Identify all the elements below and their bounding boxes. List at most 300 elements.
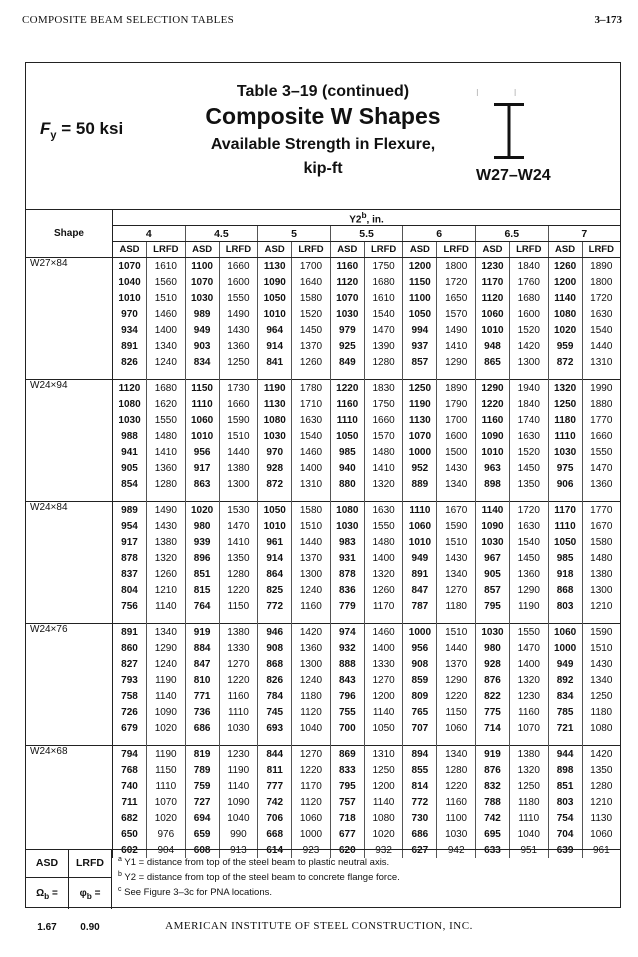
asd-value: 917 [185,460,219,476]
lrfd-value: 1190 [219,762,258,778]
lrfd-value: 1380 [219,460,258,476]
asd-value: 1190 [258,380,292,397]
asd-value: 814 [403,778,437,794]
asd-value: 639 [548,842,582,858]
asd-value: 1070 [403,428,437,444]
y2-value: 5 [258,226,331,242]
lrfd-value: 1170 [292,778,331,794]
lrfd-value: 1340 [437,476,476,492]
asd-value: 891 [113,624,147,641]
asd-value: 1000 [403,624,437,641]
shape-series: W27–W24 [476,167,551,184]
lrfd-value: 1380 [510,746,549,763]
shape-cell [26,306,113,322]
asd-value: 1160 [475,412,509,428]
asd-value: 785 [548,704,582,720]
asd-header: ASD [330,242,364,258]
asd-value: 1050 [258,290,292,306]
asd-value: 742 [258,794,292,810]
lrfd-value: 1660 [219,258,258,275]
table-row [26,354,620,370]
lrfd-value: 1490 [437,322,476,338]
asd-value: 855 [403,762,437,778]
lrfd-value: 1770 [590,414,613,426]
lrfd-value: 1670 [590,520,613,532]
lrfd-value: 1250 [510,778,549,794]
lrfd-value: 1220 [219,672,258,688]
asd-value: 777 [258,778,292,794]
lrfd-value: 1100 [437,810,476,826]
asd-value: 914 [258,338,292,354]
lrfd-value: 1060 [437,720,476,736]
asd-value: 939 [185,534,219,550]
lrfd-value: 1300 [292,656,331,672]
asd-value: 860 [113,640,147,656]
lrfd-value: 1830 [364,380,403,397]
asd-value: 1040 [113,274,147,290]
asd-value: 620 [330,842,364,858]
asd-value: 833 [330,762,364,778]
lrfd-value: 1030 [437,826,476,842]
asd-value: 970 [258,444,292,460]
asd-value: 1100 [185,258,219,275]
footnote-b: $^b$ Y2 = distance from top of the steel beam to concrete flange force. [118,871,400,884]
asd-value: 668 [258,826,292,842]
lrfd-value: 1610 [364,290,403,306]
shape-cell [26,762,113,778]
asd-value: 755 [330,704,364,720]
lrfd-value: 990 [219,826,258,842]
asd-value: 841 [258,354,292,370]
asd-value: 608 [185,842,219,858]
asd-value: 985 [330,444,364,460]
shape-cell [26,582,113,598]
shape-cell [26,354,113,370]
lrfd-value: 1450 [292,322,331,338]
asd-value: 1140 [548,290,582,306]
lrfd-value: 1400 [147,322,186,338]
table-row [26,444,620,460]
lrfd-value: 1240 [147,656,186,672]
asd-value: 880 [330,476,364,492]
lrfd-value: 1840 [510,258,549,275]
table-row [26,656,620,672]
asd-value: 872 [258,476,292,492]
lrfd-value: 1320 [510,672,549,688]
lrfd-value: 1480 [364,534,403,550]
table-row [26,380,620,397]
lrfd-value: 1210 [590,796,613,808]
table-row [26,566,620,582]
strength-table [26,209,620,858]
table-row [26,810,620,826]
asd-value: 1000 [403,444,437,460]
asd-value: 679 [113,720,147,736]
asd-value: 908 [403,656,437,672]
lrfd-value: 1430 [437,460,476,476]
asd-value: 1130 [258,396,292,412]
asd-value: 754 [548,810,582,826]
asd-value: 1050 [548,534,582,550]
lrfd-value: 1400 [364,550,403,566]
lrfd-value: 1260 [147,566,186,582]
shape-cell [26,598,113,614]
lrfd-value: 1310 [590,356,613,368]
group-spacer [26,370,620,380]
omega-factor: $\Omega_b = 1.67$ [26,878,69,909]
shape-cell [26,656,113,672]
table-row [26,502,620,519]
lrfd-value: 1400 [510,656,549,672]
lrfd-value: 1160 [219,688,258,704]
asd-value: 789 [185,762,219,778]
lrfd-value: 1550 [219,290,258,306]
asd-value: 932 [330,640,364,656]
asd-value: 1030 [475,624,509,641]
y2-value: 4.5 [185,226,258,242]
lrfd-value: 1070 [510,720,549,736]
lrfd-value: 1210 [147,582,186,598]
asd-value: 949 [403,550,437,566]
lrfd-value: 1150 [219,598,258,614]
asd-value: 1000 [548,640,582,656]
table-row [26,640,620,656]
shape-cell [26,322,113,338]
asd-value: 765 [403,704,437,720]
asd-value: 959 [548,338,582,354]
lrfd-value: 1190 [510,598,549,614]
asd-value: 859 [403,672,437,688]
asd-value: 919 [185,624,219,641]
asd-value: 1260 [548,258,582,275]
asd-value: 1020 [548,322,582,338]
asd-value: 892 [548,672,582,688]
asd-value: 1230 [475,258,509,275]
asd-value: 1100 [403,290,437,306]
asd-value: 788 [475,794,509,810]
lrfd-value: 1230 [219,746,258,763]
asd-value: 834 [185,354,219,370]
lrfd-value: 976 [147,826,186,842]
lrfd-value: 1110 [147,778,186,794]
asd-value: 768 [113,762,147,778]
lrfd-value: 1800 [590,276,613,288]
lrfd-value: 1890 [437,380,476,397]
lrfd-header: LRFD [582,242,620,258]
asd-value: 787 [403,598,437,614]
lrfd-value: 1310 [364,746,403,763]
lrfd-value: 1410 [147,444,186,460]
lrfd-value: 1240 [292,672,331,688]
y2-value: 4 [113,226,186,242]
asd-value: 898 [475,476,509,492]
i-beam-icon [492,101,526,161]
asd-value: 627 [403,842,437,858]
lrfd-value: 1990 [582,380,620,397]
shape-cell [26,810,113,826]
asd-value: 721 [548,720,582,736]
asd-value: 952 [403,460,437,476]
asd-value: 1010 [113,290,147,306]
asd-value: 940 [330,460,364,476]
asd-value: 1030 [548,444,582,460]
lrfd-value: 1680 [364,274,403,290]
asd-value: 1060 [475,306,509,322]
lrfd-value: 1590 [437,518,476,534]
asd-value: 948 [475,338,509,354]
lrfd-value: 904 [147,842,186,858]
asd-value: 919 [475,746,509,763]
table-body [26,258,620,859]
table-row [26,746,620,763]
lrfd-value: 1500 [437,444,476,460]
table-row [26,826,620,842]
lrfd-value: 932 [364,842,403,858]
asd-value: 961 [258,534,292,550]
lrfd-value: 1530 [219,502,258,519]
asd-value: 891 [113,338,147,354]
asd-value: 949 [185,322,219,338]
lrfd-value: 1630 [364,502,403,519]
asd-value: 865 [475,354,509,370]
asd-value: 888 [330,656,364,672]
lrfd-value: 1550 [364,518,403,534]
lrfd-value: 1190 [147,672,186,688]
asd-value: 711 [113,794,147,810]
asd-value: 905 [113,460,147,476]
table-row [26,582,620,598]
lrfd-value: 1480 [590,552,613,564]
asd-value: 1170 [548,502,582,519]
asd-value: 1070 [113,258,147,275]
table-row [26,460,620,476]
asd-value: 869 [330,746,364,763]
asd-value: 864 [258,566,292,582]
asd-value: 1290 [475,380,509,397]
asd-value: 925 [330,338,364,354]
asd-value: 1050 [403,306,437,322]
lrfd-value: 1480 [364,444,403,460]
table-number: Table 3–19 (continued) [236,83,410,100]
asd-value: 704 [548,826,582,842]
asd-value: 602 [113,842,147,858]
asd-value: 1160 [330,258,364,275]
asd-value: 884 [185,640,219,656]
asd-value: 727 [185,794,219,810]
lrfd-value: 1090 [219,794,258,810]
table-title: Composite W Shapes [205,103,441,129]
lrfd-header: LRFD [219,242,258,258]
lrfd-value: 1650 [437,290,476,306]
asd-header: ASD [548,242,582,258]
lrfd-value: 1300 [590,584,613,596]
lrfd-value: 1170 [364,598,403,614]
lrfd-value: 1630 [510,428,549,444]
asd-value: 772 [258,598,292,614]
asd-lrfd-row [26,242,620,258]
asd-value: 980 [185,518,219,534]
asd-value: 793 [113,672,147,688]
asd-value: 795 [475,598,509,614]
asd-value: 1060 [185,412,219,428]
asd-value: 650 [113,826,147,842]
asd-value: 954 [113,518,147,534]
asd-value: 872 [548,354,582,370]
table-row [26,476,620,492]
asd-value: 1110 [548,518,582,534]
asd-value: 946 [258,624,292,641]
lrfd-value: 1420 [582,746,620,763]
asd-value: 970 [113,306,147,322]
footnote-c: $^c$ See Figure 3–3c for PNA locations. [118,886,272,899]
lrfd-value: 1550 [147,412,186,428]
asd-value: 1030 [330,306,364,322]
shape-cell [26,704,113,720]
lrfd-value: 1070 [147,794,186,810]
lrfd-value: 1620 [147,396,186,412]
asd-value: 963 [475,460,509,476]
lrfd-value: 1020 [364,826,403,842]
lrfd-value: 951 [510,842,549,858]
table-row [26,306,620,322]
lrfd-value: 1250 [219,354,258,370]
lrfd-value: 1270 [437,582,476,598]
asd-value: 827 [113,656,147,672]
lrfd-value: 1580 [590,536,613,548]
lrfd-value: 1680 [147,380,186,397]
asd-value: 759 [185,778,219,794]
asd-value: 810 [185,672,219,688]
footer-lrfd-label: LRFD [69,850,112,878]
lrfd-header: LRFD [510,242,549,258]
lrfd-value: 1660 [364,412,403,428]
lrfd-value: 1470 [219,518,258,534]
asd-value: 1120 [330,274,364,290]
asd-value: 686 [403,826,437,842]
lrfd-value: 1250 [590,690,613,702]
lrfd-value: 1510 [590,642,613,654]
lrfd-value: 1490 [219,306,258,322]
lrfd-value: 1630 [590,308,613,320]
lrfd-value: 1220 [437,778,476,794]
shape-cell [26,476,113,492]
lrfd-value: 1290 [510,582,549,598]
asd-value: 1070 [185,274,219,290]
lrfd-value: 1160 [510,704,549,720]
lrfd-value: 1490 [147,502,186,519]
asd-value: 878 [113,550,147,566]
asd-value: 979 [330,322,364,338]
asd-value: 836 [330,582,364,598]
asd-value: 659 [185,826,219,842]
lrfd-value: 1320 [147,550,186,566]
lrfd-value: 1540 [292,428,331,444]
lrfd-value: 1600 [219,274,258,290]
table-row [26,598,620,614]
asd-value: 832 [475,778,509,794]
lrfd-value: 1430 [147,518,186,534]
asd-value: 857 [475,582,509,598]
lrfd-value: 1120 [292,794,331,810]
table-row [26,518,620,534]
asd-value: 896 [185,550,219,566]
asd-value: 726 [113,704,147,720]
lrfd-value: 1340 [590,674,613,686]
lrfd-value: 1430 [437,550,476,566]
lrfd-value: 1360 [590,478,613,490]
lrfd-value: 1880 [590,398,613,410]
asd-value: 1080 [548,306,582,322]
lrfd-value: 1890 [590,260,613,272]
y2-value: 6 [403,226,476,242]
asd-value: 718 [330,810,364,826]
lrfd-value: 961 [592,844,610,856]
lrfd-value: 1660 [590,430,613,442]
asd-value: 1070 [330,290,364,306]
lrfd-value: 1400 [364,640,403,656]
lrfd-header: LRFD [147,242,186,258]
asd-value: 906 [548,476,582,492]
y2-header-row [26,210,620,226]
asd-value: 772 [403,794,437,810]
lrfd-value: 1260 [364,582,403,598]
lrfd-value: 1280 [590,780,613,792]
lrfd-value: 1410 [364,460,403,476]
lrfd-value: 1320 [364,476,403,492]
asd-value: 1060 [548,624,582,641]
lrfd-value: 1140 [147,688,186,704]
asd-value: 1130 [403,412,437,428]
lrfd-value: 1730 [219,380,258,397]
lrfd-value: 1570 [364,428,403,444]
asd-value: 1080 [113,396,147,412]
asd-value: 1200 [548,274,582,290]
lrfd-value: 1720 [437,274,476,290]
shape-cell [26,338,113,354]
lrfd-value: 1180 [510,794,549,810]
lrfd-value: 1510 [292,518,331,534]
shape-cell [26,688,113,704]
lrfd-value: 1590 [219,412,258,428]
asd-value: 894 [403,746,437,763]
shape-cell [26,778,113,794]
lrfd-value: 1140 [219,778,258,794]
asd-value: 934 [113,322,147,338]
lrfd-value: 1000 [292,826,331,842]
asd-value: 1220 [475,396,509,412]
lrfd-value: 1520 [510,322,549,338]
asd-value: 1170 [475,274,509,290]
lrfd-value: 1520 [510,444,549,460]
lrfd-value: 1130 [590,812,613,824]
asd-value: 1220 [330,380,364,397]
asd-value: 819 [185,746,219,763]
y2-values-row [26,226,620,242]
lrfd-value: 1420 [292,624,331,641]
asd-value: 1180 [548,412,582,428]
asd-value: 985 [548,550,582,566]
lrfd-value: 1020 [147,720,186,736]
y2-value: 7 [548,226,620,242]
y2-value: 6.5 [475,226,548,242]
shape-cell: W24×94 [26,380,113,397]
shape-cell [26,396,113,412]
lrfd-value: 1390 [364,338,403,354]
footnote-a: $^a$ Y1 = distance from top of the steel beam to plastic neutral axis. [118,856,390,869]
y2-header: Y2$^b$, in. [113,210,621,226]
lrfd-value: 1580 [292,290,331,306]
asd-value: 714 [475,720,509,736]
